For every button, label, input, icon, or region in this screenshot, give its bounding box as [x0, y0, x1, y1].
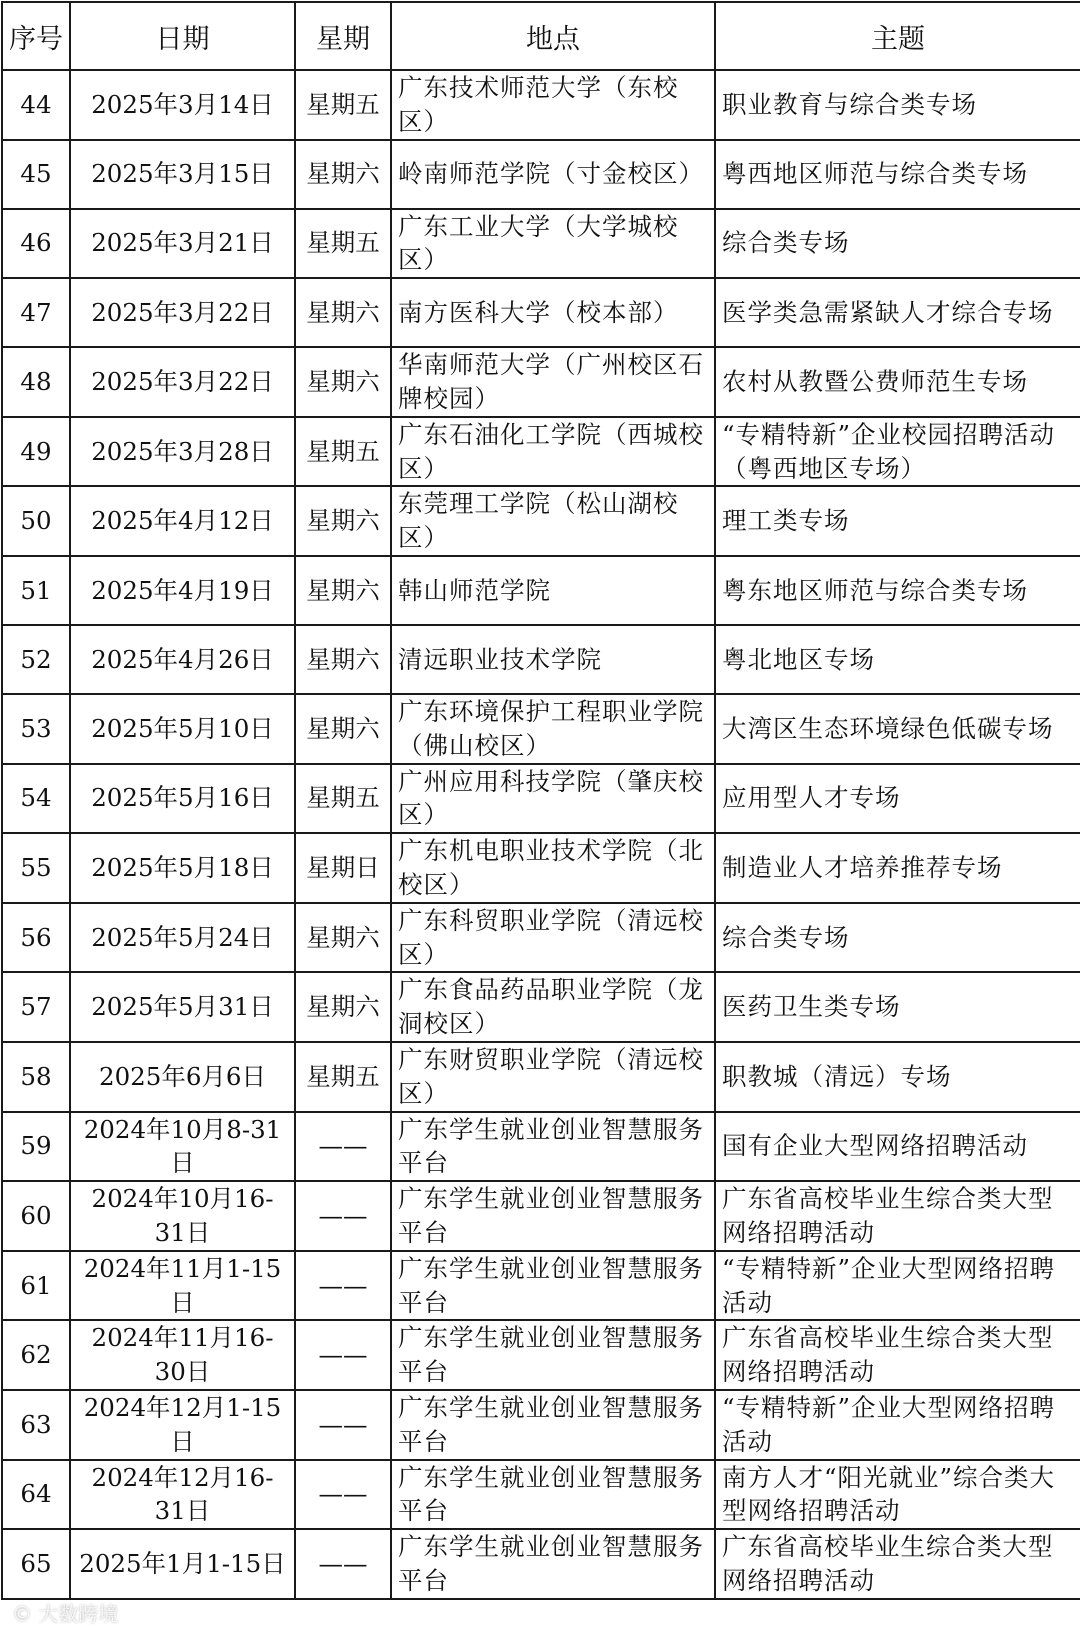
- cell-date: 2025年3月14日: [70, 70, 295, 140]
- table-row: [2, 1181, 1080, 1251]
- cell-place: 广东科贸职业学院（清远校区）: [391, 903, 715, 973]
- table-row: [2, 833, 1080, 903]
- cell-date: 2025年4月12日: [70, 486, 295, 556]
- schedule-table: [1, 1, 1080, 1600]
- table-row: [2, 694, 1080, 764]
- cell-topic: 国有企业大型网络招聘活动: [715, 1112, 1080, 1182]
- cell-topic: 粤东地区师范与综合类专场: [715, 556, 1080, 625]
- cell-place: 广东环境保护工程职业学院（佛山校区）: [391, 694, 715, 764]
- cell-place: 广东学生就业创业智慧服务平台: [391, 1390, 715, 1460]
- cell-place: 广东学生就业创业智慧服务平台: [391, 1251, 715, 1321]
- cell-topic: 广东省高校毕业生综合类大型网络招聘活动: [715, 1529, 1080, 1599]
- cell-no: 57: [2, 972, 70, 1042]
- cell-no: 49: [2, 417, 70, 487]
- cell-weekday: 星期六: [295, 278, 391, 347]
- table-row: [2, 1529, 1080, 1599]
- cell-no: 46: [2, 209, 70, 279]
- table-row: [2, 764, 1080, 834]
- cell-topic: 粤西地区师范与综合类专场: [715, 140, 1080, 209]
- table-body: [2, 70, 1080, 1599]
- cell-weekday: 星期六: [295, 347, 391, 417]
- cell-no: 59: [2, 1112, 70, 1182]
- cell-date: 2025年3月22日: [70, 347, 295, 417]
- cell-weekday: 星期五: [295, 1042, 391, 1112]
- cell-topic: 大湾区生态环境绿色低碳专场: [715, 694, 1080, 764]
- cell-topic: 广东省高校毕业生综合类大型网络招聘活动: [715, 1320, 1080, 1390]
- cell-topic: “专精特新”企业校园招聘活动（粤西地区专场）: [715, 417, 1080, 487]
- header-place: 地点: [391, 2, 715, 70]
- header-weekday: 星期: [295, 2, 391, 70]
- cell-place: 广东学生就业创业智慧服务平台: [391, 1529, 715, 1599]
- table-row: [2, 1390, 1080, 1460]
- cell-place: 广东学生就业创业智慧服务平台: [391, 1181, 715, 1251]
- cell-topic: 南方人才“阳光就业”综合类大型网络招聘活动: [715, 1460, 1080, 1530]
- header-row: [2, 2, 1080, 70]
- cell-place: 广东学生就业创业智慧服务平台: [391, 1460, 715, 1530]
- header-no: 序号: [2, 2, 70, 70]
- cell-topic: 制造业人才培养推荐专场: [715, 833, 1080, 903]
- table-row: [2, 625, 1080, 694]
- cell-place: 广州应用科技学院（肇庆校区）: [391, 764, 715, 834]
- cell-topic: 职业教育与综合类专场: [715, 70, 1080, 140]
- cell-weekday: ——: [295, 1529, 391, 1599]
- watermark: © 大数跨境: [12, 1602, 119, 1626]
- cell-weekday: 星期六: [295, 556, 391, 625]
- cell-weekday: ——: [295, 1460, 391, 1530]
- table-row: [2, 209, 1080, 279]
- cell-date: 2025年4月19日: [70, 556, 295, 625]
- cell-date: 2025年5月24日: [70, 903, 295, 973]
- cell-weekday: 星期日: [295, 833, 391, 903]
- header-date: 日期: [70, 2, 295, 70]
- cell-topic: 综合类专场: [715, 209, 1080, 279]
- cell-weekday: 星期六: [295, 625, 391, 694]
- cell-place: 广东食品药品职业学院（龙洞校区）: [391, 972, 715, 1042]
- cell-topic: 农村从教暨公费师范生专场: [715, 347, 1080, 417]
- cell-no: 50: [2, 486, 70, 556]
- table-row: [2, 1251, 1080, 1321]
- table-row: [2, 140, 1080, 209]
- cell-no: 48: [2, 347, 70, 417]
- cell-weekday: ——: [295, 1251, 391, 1321]
- cell-no: 52: [2, 625, 70, 694]
- cell-date: 2024年10月8-31日: [70, 1112, 295, 1182]
- cell-date: 2024年11月1-15日: [70, 1251, 295, 1321]
- cell-place: 南方医科大学（校本部）: [391, 278, 715, 347]
- cell-date: 2025年5月10日: [70, 694, 295, 764]
- cell-place: 岭南师范学院（寸金校区）: [391, 140, 715, 209]
- table-row: [2, 417, 1080, 487]
- cell-no: 45: [2, 140, 70, 209]
- cell-weekday: 星期六: [295, 694, 391, 764]
- cell-place: 广东工业大学（大学城校区）: [391, 209, 715, 279]
- cell-weekday: 星期六: [295, 140, 391, 209]
- cell-topic: 职教城（清远）专场: [715, 1042, 1080, 1112]
- cell-date: 2025年3月15日: [70, 140, 295, 209]
- cell-date: 2025年1月1-15日: [70, 1529, 295, 1599]
- cell-place: 广东财贸职业学院（清远校区）: [391, 1042, 715, 1112]
- cell-weekday: ——: [295, 1390, 391, 1460]
- cell-place: 清远职业技术学院: [391, 625, 715, 694]
- cell-weekday: ——: [295, 1112, 391, 1182]
- cell-no: 65: [2, 1529, 70, 1599]
- cell-topic: 理工类专场: [715, 486, 1080, 556]
- cell-weekday: 星期五: [295, 70, 391, 140]
- cell-date: 2025年5月18日: [70, 833, 295, 903]
- cell-place: 东莞理工学院（松山湖校区）: [391, 486, 715, 556]
- cell-topic: 医学类急需紧缺人才综合专场: [715, 278, 1080, 347]
- cell-weekday: 星期五: [295, 209, 391, 279]
- cell-no: 58: [2, 1042, 70, 1112]
- cell-no: 44: [2, 70, 70, 140]
- cell-place: 韩山师范学院: [391, 556, 715, 625]
- cell-no: 61: [2, 1251, 70, 1321]
- cell-no: 62: [2, 1320, 70, 1390]
- cell-weekday: ——: [295, 1181, 391, 1251]
- cell-no: 53: [2, 694, 70, 764]
- table-row: [2, 1320, 1080, 1390]
- cell-date: 2024年11月16-30日: [70, 1320, 295, 1390]
- cell-date: 2025年5月16日: [70, 764, 295, 834]
- cell-date: 2025年3月21日: [70, 209, 295, 279]
- cell-no: 56: [2, 903, 70, 973]
- table-row: [2, 347, 1080, 417]
- cell-place: 广东学生就业创业智慧服务平台: [391, 1112, 715, 1182]
- header-topic: 主题: [715, 2, 1080, 70]
- cell-no: 60: [2, 1181, 70, 1251]
- cell-weekday: ——: [295, 1320, 391, 1390]
- cell-no: 55: [2, 833, 70, 903]
- cell-place: 广东技术师范大学（东校区）: [391, 70, 715, 140]
- cell-weekday: 星期六: [295, 486, 391, 556]
- cell-weekday: 星期五: [295, 764, 391, 834]
- cell-place: 广东学生就业创业智慧服务平台: [391, 1320, 715, 1390]
- cell-date: 2024年10月16-31日: [70, 1181, 295, 1251]
- cell-date: 2025年6月6日: [70, 1042, 295, 1112]
- table-row: [2, 278, 1080, 347]
- cell-date: 2024年12月16-31日: [70, 1460, 295, 1530]
- table-row: [2, 903, 1080, 973]
- cell-date: 2025年4月26日: [70, 625, 295, 694]
- cell-date: 2025年3月28日: [70, 417, 295, 487]
- table-row: [2, 556, 1080, 625]
- table-row: [2, 486, 1080, 556]
- cell-date: 2025年3月22日: [70, 278, 295, 347]
- cell-place: 广东机电职业技术学院（北校区）: [391, 833, 715, 903]
- cell-place: 广东石油化工学院（西城校区）: [391, 417, 715, 487]
- cell-date: 2024年12月1-15日: [70, 1390, 295, 1460]
- cell-place: 华南师范大学（广州校区石牌校园）: [391, 347, 715, 417]
- cell-weekday: 星期五: [295, 417, 391, 487]
- cell-weekday: 星期六: [295, 903, 391, 973]
- table-row: [2, 972, 1080, 1042]
- table-row: [2, 70, 1080, 140]
- cell-topic: 综合类专场: [715, 903, 1080, 973]
- cell-topic: “专精特新”企业大型网络招聘活动: [715, 1251, 1080, 1321]
- cell-no: 54: [2, 764, 70, 834]
- cell-topic: 应用型人才专场: [715, 764, 1080, 834]
- table-row: [2, 1460, 1080, 1530]
- cell-topic: 医药卫生类专场: [715, 972, 1080, 1042]
- cell-topic: “专精特新”企业大型网络招聘活动: [715, 1390, 1080, 1460]
- cell-no: 51: [2, 556, 70, 625]
- cell-weekday: 星期六: [295, 972, 391, 1042]
- cell-topic: 广东省高校毕业生综合类大型网络招聘活动: [715, 1181, 1080, 1251]
- cell-no: 64: [2, 1460, 70, 1530]
- cell-no: 63: [2, 1390, 70, 1460]
- table-row: [2, 1112, 1080, 1182]
- cell-no: 47: [2, 278, 70, 347]
- cell-date: 2025年5月31日: [70, 972, 295, 1042]
- cell-topic: 粤北地区专场: [715, 625, 1080, 694]
- table-row: [2, 1042, 1080, 1112]
